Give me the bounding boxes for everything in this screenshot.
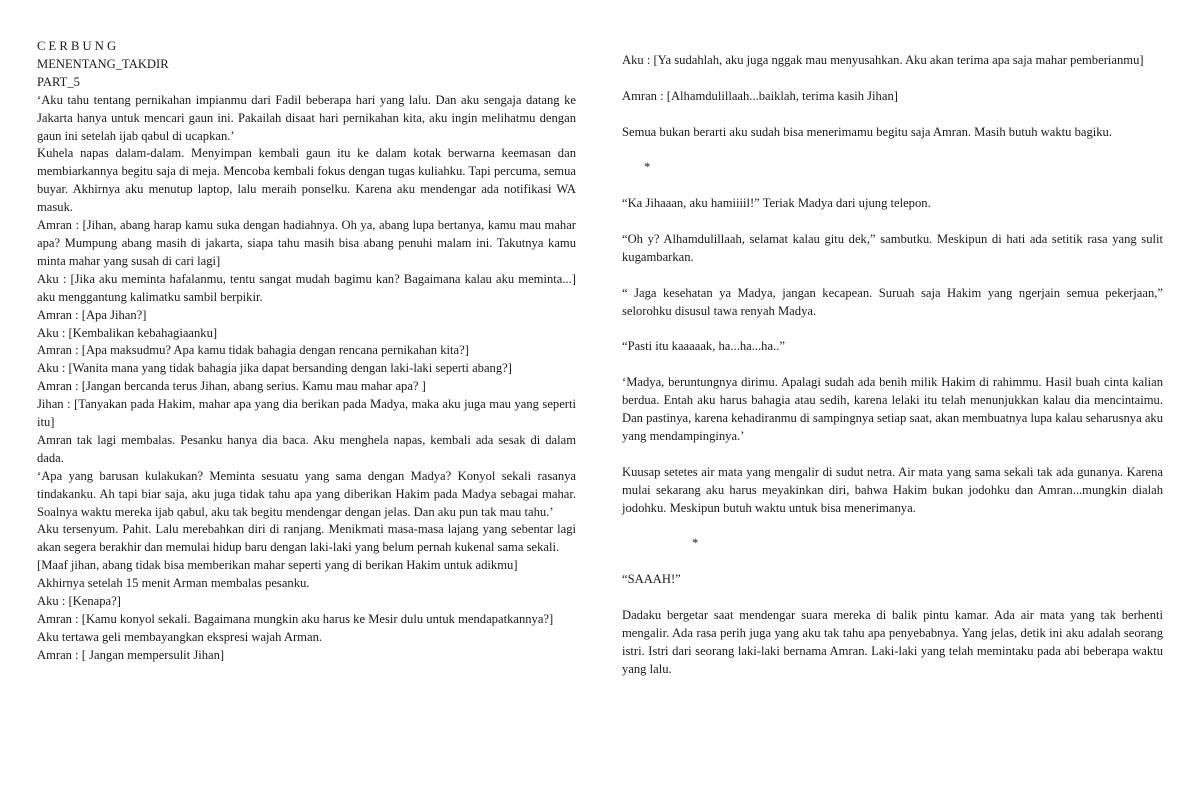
dialogue: “Oh y? Alhamdulillaah, selamat kalau gitu dek,” sambutku. Meskipun di hati ada setitik rasa yang sulit kugambarkan.: [622, 231, 1163, 264]
chat-line: Aku : [Wanita mana yang tidak bahagia jika dapat bersanding dengan laki-laki seperti abang?]: [37, 361, 512, 376]
dialogue: “SAAAH!”: [622, 572, 681, 587]
chat-line: Amran : [Jangan bercanda terus Jihan, abang serius. Kamu mau mahar apa? ]: [37, 379, 426, 394]
paragraph: Akhirnya setelah 15 menit Arman membalas pesanku.: [37, 576, 310, 591]
chat-line: Amran : [Kamu konyol sekali. Bagaimana mungkin aku harus ke Mesir dulu untuk mendapatkannya?]: [37, 612, 554, 626]
paragraph: Kuusap setetes air mata yang mengalir di sudut netra. Air mata yang sama sekali tak ada gunanya. Karena mulai sekarang aku harus meyakinkan diri, bahwa Hakim bukan jodohku dan Amran...mungkin dialah jodohku. Meskipun butuh waktu untuk bisa menerimanya.: [622, 464, 1163, 515]
part-label: PART_5: [37, 74, 80, 89]
paragraph: ‘Madya, beruntungnya dirimu. Apalagi sudah ada benih milik Hakim di rahimmu. Hasil buah cinta kalian berdua. Entah aku harus bahagia atau sedih, karena lelaki itu telah menunjukkan kalau dia mencintaimu. Dan pastinya, karena kehadiranmu di sampingnya setiap saat, akan membuatnya lupa kalau seharusnya aku yang mendampinginya.’: [622, 375, 1163, 443]
series-label: C E R B U N G: [37, 39, 117, 53]
chat-line: Amran : [Alhamdulillaah...baiklah, terima kasih Jihan]: [622, 88, 898, 103]
chat-line: Amran : [Apa Jihan?]: [37, 307, 147, 322]
left-column: [37, 38, 576, 665]
paragraph: Aku tertawa geli membayangkan ekspresi wajah Arman.: [37, 629, 323, 644]
chat-line: Jihan : [Tanyakan pada Hakim, mahar apa yang dia berikan pada Madya, maka aku juga mau yang seperti itu]: [37, 397, 576, 430]
paragraph: ‘Aku tahu tentang pernikahan impianmu dari Fadil beberapa hari yang lalu. Dan aku sengaja datang ke Jakarta hanya untuk mencari gaun ini. Pakailah disaat hari pernikahan kita, aku ingin melihatmu dengan gaun ini setelah ijab qabul di ucapkan.’: [37, 92, 576, 143]
story-title: MENENTANG_TAKDIR: [37, 56, 169, 71]
right-column: [622, 52, 1163, 679]
chat-line: [Maaf jihan, abang tidak bisa memberikan mahar seperti yang di berikan Hakim untuk adikmu]: [37, 558, 518, 573]
paragraph: Amran tak lagi membalas. Pesanku hanya dia baca. Aku menghela napas, kembali ada sesak di dalam dada.: [37, 432, 576, 465]
chat-line: Amran : [Apa maksudmu? Apa kamu tidak bahagia dengan rencana pernikahan kita?]: [37, 343, 469, 358]
paragraph: Aku tersenyum. Pahit. Lalu merebahkan diri di ranjang. Menikmati masa-masa lajang yang sebentar lagi akan segera berakhir dan memulai hidup baru dengan laki-laki yang belum pernah kukenal sama sekali.: [37, 522, 576, 555]
chat-line: Aku : [Ya sudahlah, aku juga nggak mau menyusahkan. Aku akan terima apa saja mahar pemberianmu]: [622, 53, 1144, 67]
paragraph: ‘Apa yang barusan kulakukan? Meminta sesuatu yang sama dengan Madya? Konyol sekali rasanya tindakanku. Ah tapi biar saja, aku juga tidak tahu apa yang diberikan Hakim pada Madya sebagai mahar. Soalnya waktu mereka ijab qabul, aku tak begitu mendengar dengan jelas. Dan aku pun tak mau tahu.’: [37, 468, 576, 519]
chat-line: Aku : [Kembalikan kebahagiaanku]: [37, 325, 218, 340]
chat-line: Amran : [ Jangan mempersulit Jihan]: [37, 647, 225, 662]
scene-break: *: [692, 536, 699, 551]
chat-line: Aku : [Kenapa?]: [37, 594, 121, 609]
paragraph: Dadaku bergetar saat mendengar suara mereka di balik pintu kamar. Ada air mata yang tak berhenti mengalir. Ada rasa perih juga yang aku tak tahu apa penyebabnya. Yang jelas, detik ini aku adalah seorang istri. Istri dari seorang laki-laki bernama Amran. Laki-laki yang telah memintaku pada abi beberapa waktu yang lalu.: [622, 607, 1163, 676]
dialogue: “Ka Jihaaan, aku hamiiiil!” Teriak Madya dari ujung telepon.: [622, 196, 931, 211]
chat-line: Amran : [Jihan, abang harap kamu suka dengan hadiahnya. Oh ya, abang lupa bertanya, kamu mau mahar apa? Mumpung abang masih di jakarta, siapa tahu masih bisa abang penuhi malam ini. Takutnya kamu minta mahar yang susah di cari lagi]: [37, 218, 576, 268]
dialogue: “Pasti itu kaaaaak, ha...ha...ha..”: [622, 339, 785, 354]
chat-line: Aku : [Jika aku meminta hafalanmu, tentu sangat mudah bagimu kan? Bagaimana kalau aku meminta...] aku menggantung kalimatku sambil berpikir.: [37, 271, 576, 304]
dialogue: “ Jaga kesehatan ya Madya, jangan kecapean. Suruah saja Hakim yang ngerjain semua pekerjaan,” selorohku disusul tawa renyah Madya.: [622, 285, 1163, 318]
scene-break: *: [644, 160, 651, 175]
paragraph: Kuhela napas dalam-dalam. Menyimpan kembali gaun itu ke dalam kotak berwarna keemasan dan membiarkannya begitu saja di meja. Mencoba kembali fokus dengan tugas kuliahku. Tapi percuma, semua buyar. Akhirnya aku menutup laptop, lalu meraih ponselku. Karena aku mendengar ada notifikasi WA masuk.: [37, 146, 576, 215]
paragraph: Semua bukan berarti aku sudah bisa menerimamu begitu saja Amran. Masih butuh waktu bagiku.: [622, 124, 1112, 139]
